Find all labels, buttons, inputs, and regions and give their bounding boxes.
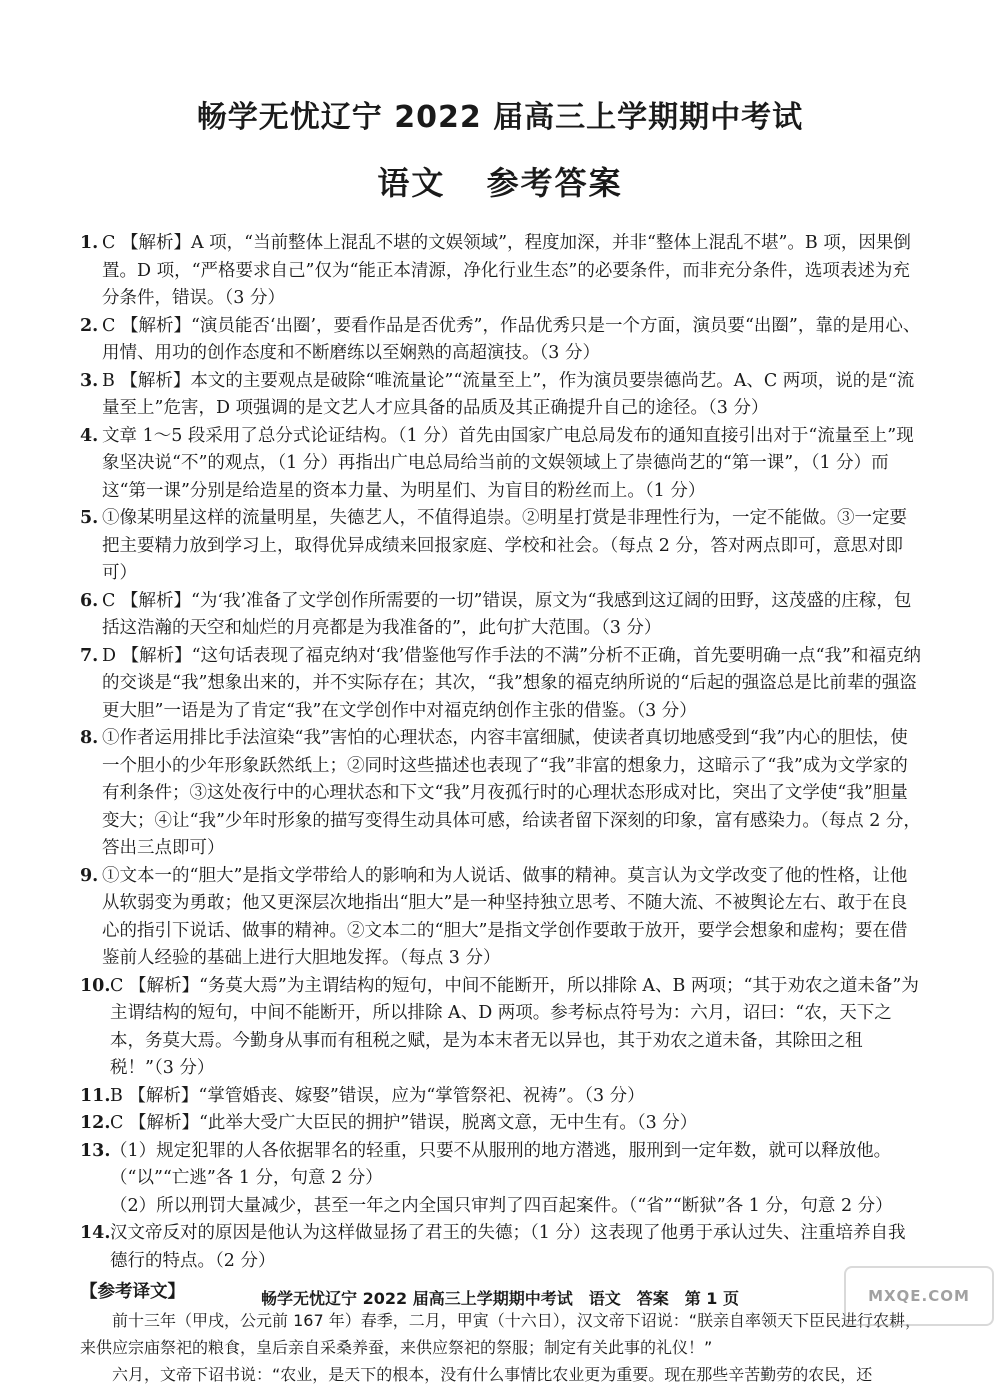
doc-type-label: 参考答案 xyxy=(486,164,623,202)
answer-item-14: 14. 汉文帝反对的原因是他认为这样做显扬了君王的失德；（1 分）这表现了他勇于承认过失、注重培养自我德行的特点。（2 分） xyxy=(80,1223,906,1271)
answer-item-13: 13. （1）规定犯罪的人各依据罪名的轻重，只要不从服刑的地方潜逃，服刑到一定年数，就可以释放他。（“以”“亡逃”各 1 分，句意 2 分） （2）所以刑罚大量减少，甚至一年之内全国只审判了四百起案件。（“省”“断狱”各 1 分，句意 2 分） xyxy=(80,1140,893,1216)
page-subtitle xyxy=(0,158,1000,204)
answer-item-6: 6. C 【解析】“为‘我’准备了文学创作所需要的一切”错误，原文为“我感到这辽阔的田野，这茂盛的庄稼，包括这浩瀚的天空和灿烂的月亮都是为我准备的”，此句扩大范围。（3 分） xyxy=(80,590,912,638)
page-footer: 畅学无忧辽宁 2022 届高三上学期期中考试 语文 答案 第 1 页 xyxy=(261,1289,739,1308)
answer-item-12: 12. C 【解析】“此举大受广大臣民的拥护”错误，脱离文意，无中生有。（3 分） xyxy=(80,1113,698,1133)
answer-item-10: 10. C 【解析】“务莫大焉”为主谓结构的短句，中间不能断开，所以排除 A、B 两项；“其于劝农之道未备”为主谓结构的短句，中间不能断开，所以排除 A、D 两项。参考标点符号为：六月，诏曰：“农，天下之本，务莫大焉。今勤身从事而有租税之赋，是为本末者无以异也，其于劝农之道未备，其除田之租税！”（3 分） xyxy=(80,975,919,1078)
answer-item-3: 3. B 【解析】本文的主要观点是破除“唯流量论”“流量至上”，作为演员要崇德尚艺。A、C 两项，说的是“流量至上”危害，D 项强调的是文艺人才应具备的品质及其正确提升自己的途径。（3 分） xyxy=(80,370,915,418)
subject-label: 语文 xyxy=(377,164,446,202)
answer-item-9: 9. ①文本一的“胆大”是指文学带给人的影响和为人说话、做事的精神。莫言认为文学改变了他的性格，让他从软弱变为勇敢；他又更深层次地指出“胆大”是一种坚持独立思考、不随大流、不被舆论左右、敢于在良心的指引下说话、做事的精神。②文本二的“胆大”是指文学创作要敢于放开，要学会想象和虚构；要在借鉴前人经验的基础上进行大胆地发挥。（每点 3 分） xyxy=(80,865,908,968)
reference-paragraph-2: 六月，文帝下诏书说：“农业，是天下的根本，没有什么事情比农业更为重要。现在那些辛苦勤劳的农民，还 xyxy=(112,1364,873,1384)
answer-item-1: 1. C 【解析】A 项，“当前整体上混乱不堪的文娱领域”，程度加深，并非“整体上混乱不堪”。B 项，因果倒置。D 项，“严格要求自己”仅为“能正本清源，净化行业生态”的必要条件，而非充分条件，选项表述为充分条件，错误。（3 分） xyxy=(80,233,911,308)
answer-item-7: 7. D 【解析】“这句话表现了福克纳对‘我’借鉴他写作手法的不满”分析不正确，首先要明确一点“我”和福克纳的交谈是“我”想象出来的，并不实际存在；其次，“我”想象的福克纳所说的“后起的强盗总是比前辈的强盗更大胆”一语是为了肯定“我”在文学创作中对福克纳创作主张的借鉴。（3 分） xyxy=(80,645,922,721)
watermark-site: MXQE.COM xyxy=(868,1287,970,1305)
answer-item-5: 5. ①像某明星这样的流量明星，失德艺人，不值得追崇。②明星打赏是非理性行为，一定不能做。③一定要把主要精力放到学习上，取得优异成绩来回报家庭、学校和社会。（每点 2 分，答对两点即可，意思对即可） xyxy=(80,508,907,583)
reference-heading: 【参考译文】 xyxy=(80,1282,185,1302)
answer-item-8: 8. ①作者运用排比手法渲染“我”害怕的心理状态，内容丰富细腻，使读者真切地感受到“我”内心的胆怯，使一个胆小的少年形象跃然纸上；②同时这些描述也表现了“我”非富的想象力，这暗示了“我”成为文学家的有利条件；③这处夜行中的心理状态和下文“我”月夜孤行时的心理状态形成对比，突出了文学使“我”胆量变大；④让“我”少年时形象的描写变得生动具体可感，给读者留下深刻的印象，富有感染力。（每点 2 分，答出三点即可） xyxy=(80,728,921,858)
answer-item-4: 4. 文章 1～5 段采用了总分式论证结构。（1 分）首先由国家广电总局发布的通知直接引出对于“流量至上”现象坚决说“不”的观点，（1 分）再指出广电总局给当前的文娱领域上了崇德尚艺的“第一课”，（1 分）而这“第一课”分别是给造星的资本力量、为明星们、为盲目的粉丝而上。（1 分） xyxy=(80,425,914,501)
reference-paragraph-1: 前十三年（甲戌，公元前 167 年）春季，二月，甲寅（十六日），汉文帝下诏说：“朕亲自率领天下臣民进行农耕，来供应宗庙祭祀的粮食，皇后亲自采桑养蚕，来供应祭祀的祭服；制定有关此事的礼仪！” xyxy=(80,1310,922,1357)
answer-list xyxy=(80,230,922,1388)
answer-item-2: 2. C 【解析】“演员能否‘出圈’，要看作品是否优秀”，作品优秀只是一个方面，演员要“出圈”，靠的是用心、用情、用功的创作态度和不断磨练以至娴熟的高超演技。（3 分） xyxy=(80,315,921,363)
page-title: 畅学无忧辽宁 2022 届高三上学期期中考试 xyxy=(196,100,804,135)
answer-item-11: 11. B 【解析】“掌管婚丧、嫁娶”错误，应为“掌管祭祀、祝祷”。（3 分） xyxy=(80,1085,645,1106)
watermark-logo xyxy=(844,1266,994,1326)
watermark-frame xyxy=(844,1266,994,1326)
